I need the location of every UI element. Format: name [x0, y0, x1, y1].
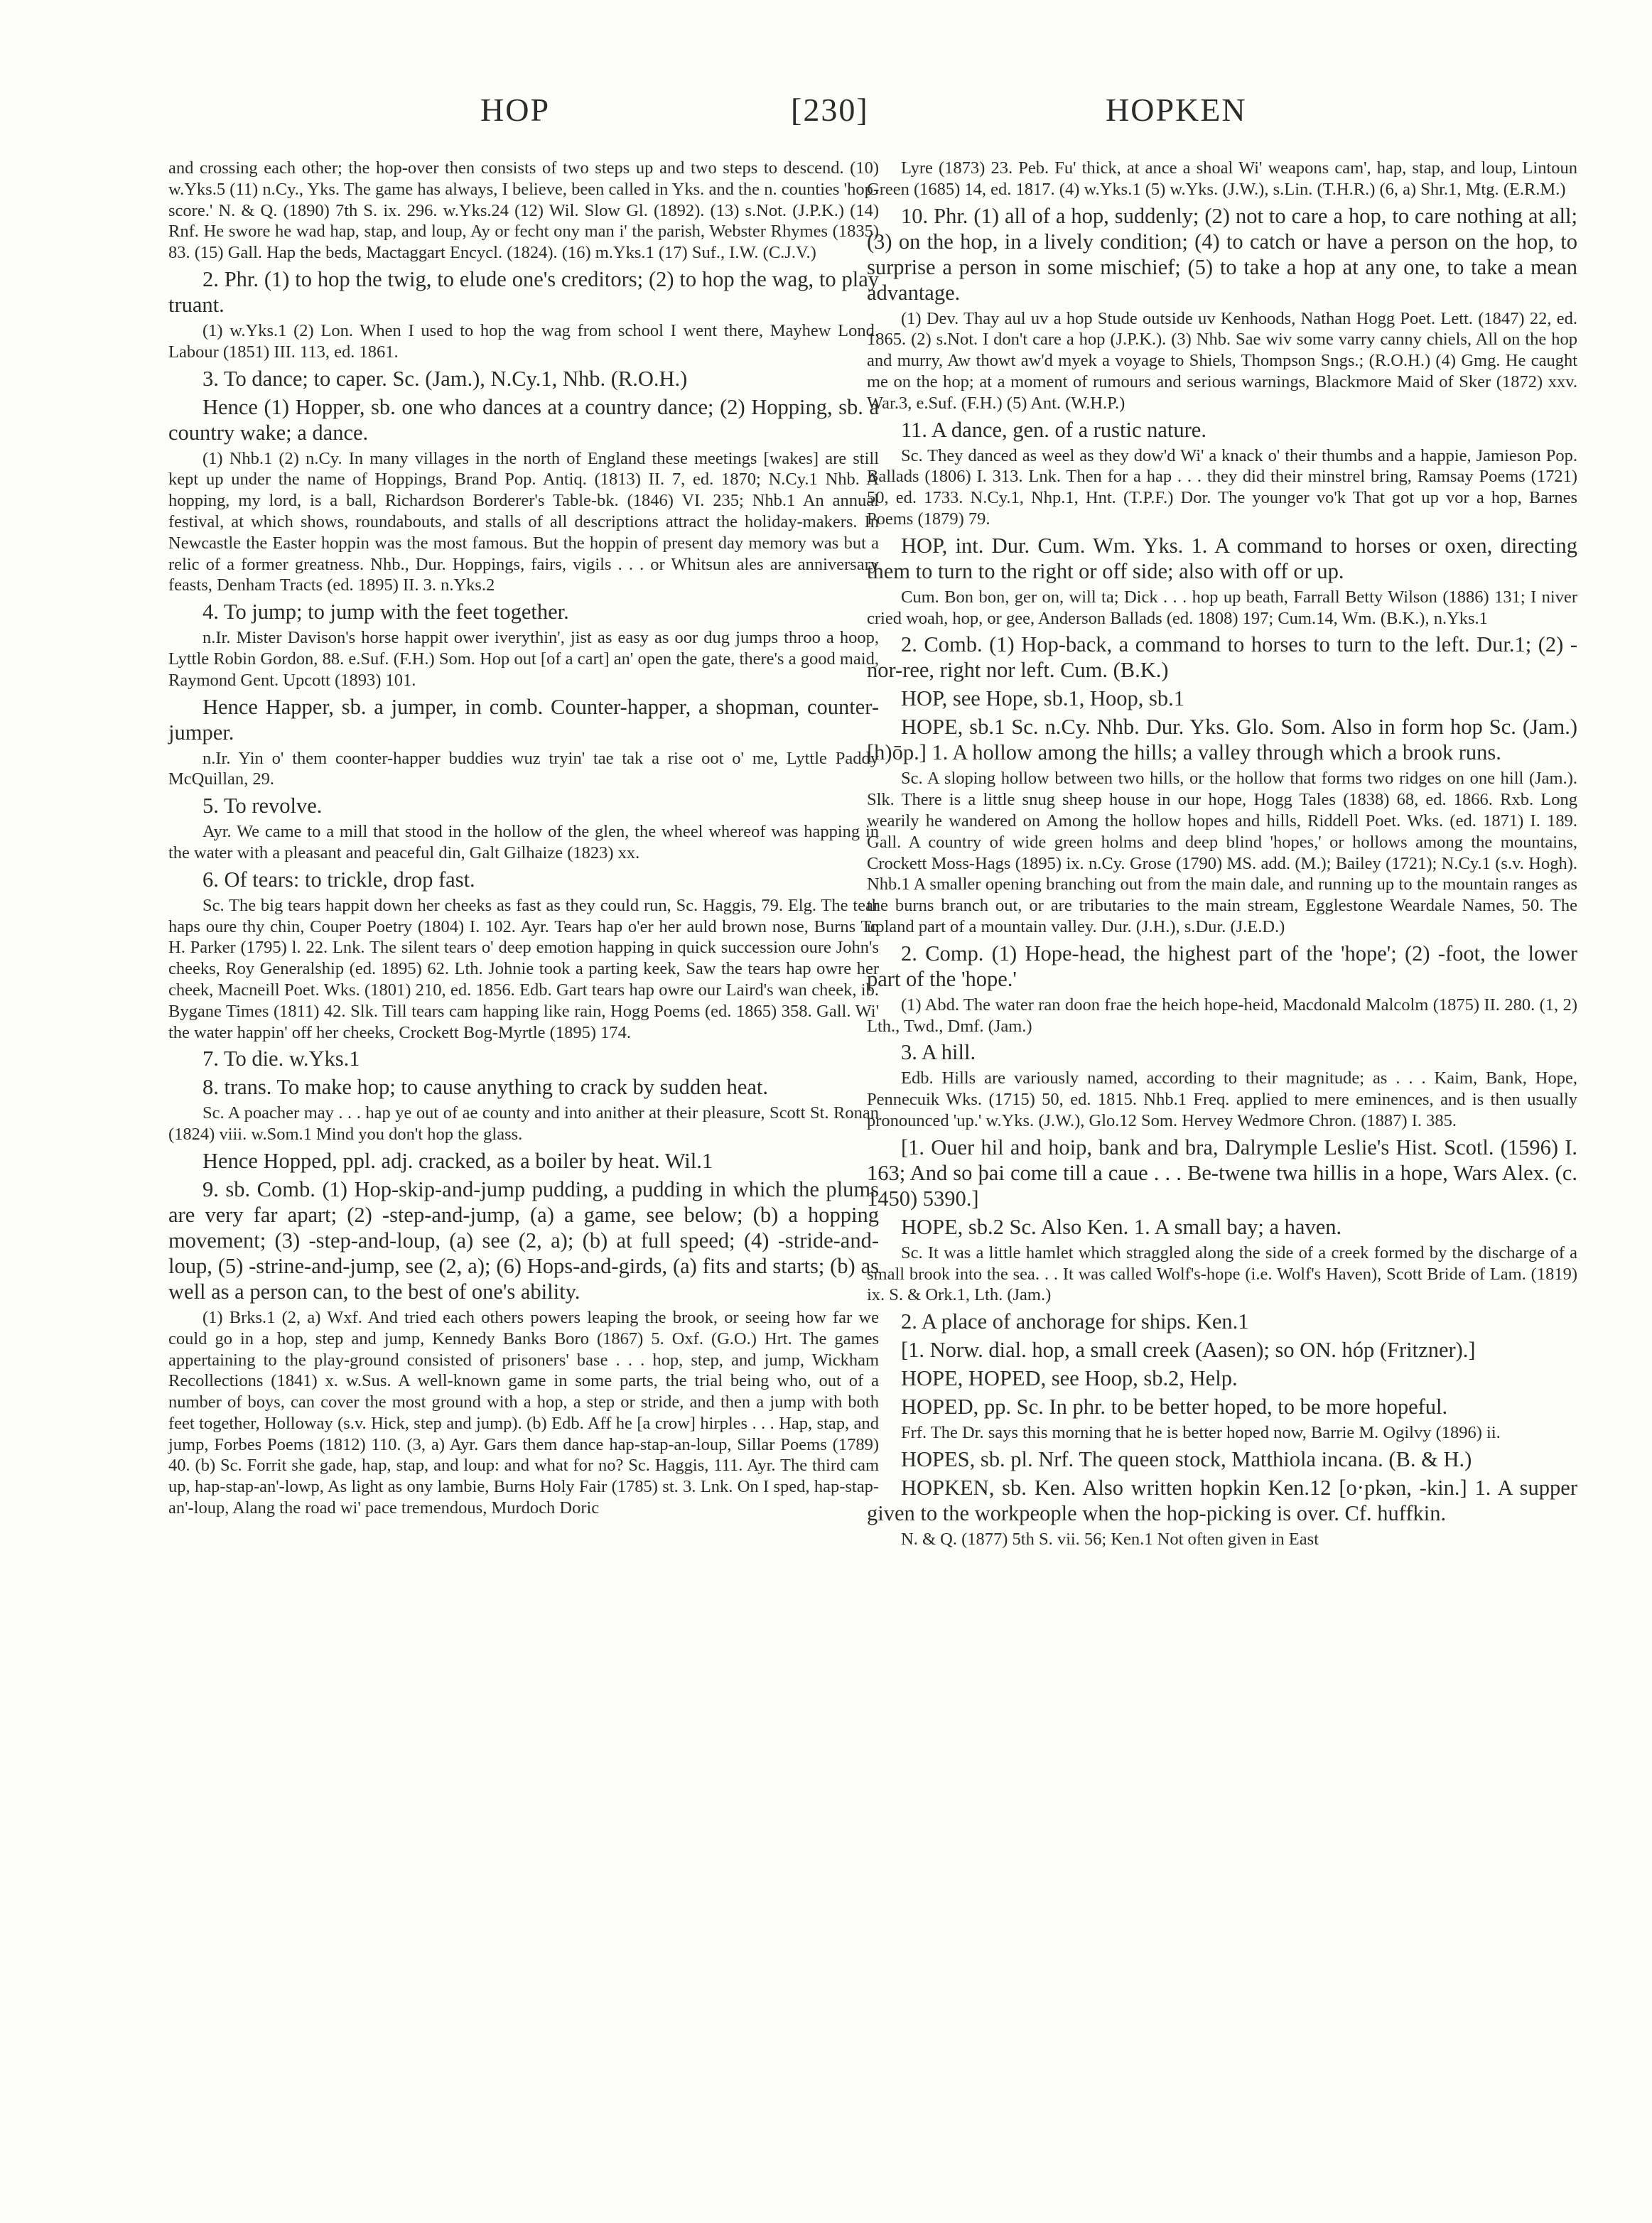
left-column	[168, 158, 879, 1522]
citation-paragraph: and crossing each other; the hop-over then consists of two steps up and two steps to descend. (10) w.Yks.5 (11) n.Cy., Yks. The game has always, I believe, been called in Yks. and the n. counties 'hop-score.' N. & Q. (1890) 7th S. ix. 296. w.Yks.24 (12) Wil. Slow Gl. (1892). (13) s.Not. (J.P.K.) (14) Rnf. He swore he wad hap, stap, and loup, Ay or fecht ony man i' the parish, Webster Rhymes (1835) 83. (15) Gall. Hap the beds, Mactaggart Encycl. (1824). (16) m.Yks.1 (17) Suf., I.W. (C.J.V.)	[168, 158, 879, 263]
citation-paragraph: Sc. A poacher may . . . hap ye out of ae county and into anither at their pleasure, Scott St. Ronan (1824) viii. w.Som.1 Mind you don't hop the glass.	[168, 1103, 879, 1145]
right-column	[867, 158, 1577, 1553]
definition-paragraph: Hence Hopped, ppl. adj. cracked, as a boiler by heat. Wil.1	[203, 1148, 713, 1173]
header-left-word: HOP	[480, 92, 551, 128]
definition-paragraph: 4. To jump; to jump with the feet together.	[203, 600, 569, 624]
definition-paragraph: HOPES, sb. pl. Nrf. The queen stock, Matthiola incana. (B. & H.)	[901, 1446, 1472, 1471]
definition-paragraph: HOPE, sb.1 Sc. n.Cy. Nhb. Dur. Yks. Glo. Som. Also in form hop Sc. (Jam.) [h)ōp.] 1. A hollow among the hills; a valley through which a brook runs.	[867, 715, 1577, 765]
citation-paragraph: n.Ir. Yin o' them coonter-happer buddies wuz tryin' tae tak a rise oot o' me, Lyttle Paddy McQuillan, 29.	[168, 748, 879, 789]
citation-paragraph: Sc. It was a little hamlet which straggled along the side of a creek formed by the discharge of a small brook into the sea. . . It was called Wolf's-hope (i.e. Wolf's Haven), Scott Bride of Lam. (1819) ix. S. & Ork.1, Lth. (Jam.)	[867, 1243, 1577, 1305]
citation-paragraph: Edb. Hills are variously named, according to their magnitude; as . . . Kaim, Bank, Hope, Pennecuik Wks. (1715) 50, ed. 1815. Nhb.1 Freq. applied to mere eminences, and is then usually pronounced 'up.' w.Yks. (J.W.), Glo.12 Som. Hervey Wedmore Chron. (1887) I. 385.	[867, 1069, 1577, 1130]
definition-paragraph: [1. Ouer hil and hoip, bank and bra, Dalrymple Leslie's Hist. Scotl. (1596) I. 163; And so þai come till a caue . . . Be-twene twa hillis in a hope, Wars Alex. (c. 1450) 5390.]	[867, 1135, 1577, 1211]
definition-paragraph: HOPED, pp. Sc. In phr. to be better hoped, to be more hopeful.	[901, 1395, 1448, 1419]
definition-paragraph: 9. sb. Comb. (1) Hop-skip-and-jump pudding, a pudding in which the plums are very far apart; (2) -step-and-jump, (a) a game, see below; (b) a hopping movement; (3) -step-and-loup, (a) see (2, a); (b) at full speed; (4) -stride-and-loup, (5) -strine-and-jump, see (2, a); (6) Hops-and-girds, (a) fits and starts; (b) as well as a person can, to the best of one's ability.	[168, 1177, 879, 1304]
citation-paragraph: Sc. A sloping hollow between two hills, or the hollow that forms two ridges on one hill (Jam.). Slk. There is a little snug sheep house in our hope, Hogg Tales (1838) 68, ed. 1866. Rxb. Long wearily he wandered on Among the hollow hopes and hills, Riddell Poet. Wks. (ed. 1871) I. 189. Gall. A country of wide green holms and deep blind 'hopes,' or hollows among the mountains, Crockett Moss-Hags (1895) ix. n.Cy. Grose (1790) MS. add. (M.); Bailey (1721); N.Cy.1 (s.v. Hogh). Nhb.1 A smaller opening branching out from the main dale, and running up to the mountain ranges as the burns branch out, or are tributaries to the main stream, Egglestone Weardale Names, 50. The upland part of a mountain valley. Dur. (J.H.), s.Dur. (J.E.D.)	[867, 769, 1577, 936]
citation-paragraph: (1) Nhb.1 (2) n.Cy. In many villages in the north of England these meetings [wakes] are still kept up under the name of Hoppings, Brand Pop. Antiq. (1813) II. 7, ed. 1870; N.Cy.1 Nhb. A hopping, my lord, is a ball, Richardson Borderer's Table-bk. (1846) VI. 235; Nhb.1 An annual festival, at which shows, roundabouts, and stalls of all descriptions attract the holiday-makers. In Newcastle the Easter hoppin was the most famous. But the hoppin of present day memory was but a relic of a former greatness. Nhb., Dur. Hoppings, fairs, vigils . . . or Whitsun ales are anniversary feasts, Denham Tracts (ed. 1895) II. 3. n.Yks.2	[168, 448, 879, 595]
citation-paragraph: (1) Dev. Thay aul uv a hop Stude outside uv Kenhoods, Nathan Hogg Poet. Lett. (1847) 22, ed. 1865. (2) s.Not. I don't care a hop (J.P.K.). (3) Nhb. Sae wiv some varry canny chiels, All on the hop and murry, Aw thowt aw'd myek a voyage to Shiels, Thompson Sngs.; (R.O.H.) (4) Gmg. He caught me on the hop; at a moment of rumours and serious warnings, Blackmore Maid of Sker (1872) xxv. War.3, e.Suf. (F.H.) (5) Ant. (W.H.P.)	[867, 308, 1577, 413]
definition-paragraph: HOPKEN, sb. Ken. Also written hopkin Ken.12 [o·pkən, -kin.] 1. A supper given to the workpeople when the hop-picking is over. Cf. huffkin.	[867, 1475, 1577, 1525]
citation-paragraph: n.Ir. Mister Davison's horse happit ower iverythin', jist as easy as oor dug jumps throo a hoop, Lyttle Robin Gordon, 88. e.Suf. (F.H.) Som. Hop out [of a cart] an' open the gate, there's a good maid, Raymond Gent. Upcott (1893) 101.	[168, 628, 879, 690]
definition-paragraph: HOPE, HOPED, see Hoop, sb.2, Help.	[901, 1366, 1238, 1391]
citation-paragraph: (1) Abd. The water ran doon frae the heich hope-heid, Macdonald Malcolm (1875) II. 280. (1, 2) Lth., Twd., Dmf. (Jam.)	[867, 995, 1577, 1036]
definition-paragraph: 7. To die. w.Yks.1	[203, 1046, 360, 1071]
citation-paragraph: Lyre (1873) 23. Peb. Fu' thick, at ance a shoal Wi' weapons cam', hap, stap, and loup, Lintoun Green (1685) 14, ed. 1817. (4) w.Yks.1 (5) w.Yks. (J.W.), s.Lin. (T.H.R.) (6, a) Shr.1, Mtg. (E.R.M.)	[867, 158, 1577, 199]
definition-paragraph: Hence (1) Hopper, sb. one who dances at a country dance; (2) Hopping, sb. a country wake; a dance.	[168, 394, 879, 445]
citation-paragraph: N. & Q. (1877) 5th S. vii. 56; Ken.1 Not often given in East	[901, 1529, 1319, 1549]
definition-paragraph: 6. Of tears: to trickle, drop fast.	[203, 867, 475, 892]
definition-paragraph: 2. A place of anchorage for ships. Ken.1	[901, 1309, 1249, 1334]
definition-paragraph: HOPE, sb.2 Sc. Also Ken. 1. A small bay; a haven.	[901, 1214, 1342, 1239]
citation-paragraph: Frf. The Dr. says this morning that he is better hoped now, Barrie M. Ogilvy (1896) ii.	[901, 1423, 1501, 1443]
running-header	[0, 91, 1652, 134]
definition-paragraph: HOP, see Hope, sb.1, Hoop, sb.1	[901, 686, 1185, 711]
definition-paragraph: HOP, int. Dur. Cum. Wm. Yks. 1. A command to horses or oxen, directing them to turn to the right or off side; also with off or up.	[867, 533, 1577, 583]
definition-paragraph: 2. Phr. (1) to hop the twig, to elude one's creditors; (2) to hop the wag, to play truant.	[168, 266, 879, 317]
citation-paragraph: Cum. Bon bon, ger on, will ta; Dick . . . hop up beath, Farrall Betty Wilson (1886) 131; I niver cried woah, hop, or gee, Anderson Ballads (ed. 1808) 197; Cum.14, Wm. (B.K.), n.Yks.1	[867, 587, 1577, 628]
definition-paragraph: 8. trans. To make hop; to cause anything to crack by sudden heat.	[203, 1075, 769, 1100]
citation-paragraph: Sc. The big tears happit down her cheeks as fast as they could run, Sc. Haggis, 79. Elg. The tear haps oure thy chin, Couper Poetry (1804) I. 102. Ayr. Tears hap o'er her auld brown nose, Burns To H. Parker (1795) l. 22. Lnk. The silent tears o' deep emotion happing in quick succession oure John's cheeks, Roy Generalship (ed. 1895) 62. Lth. Johnie took a parting keek, Saw the tears hap owre her cheek, Macneill Poet. Wks. (1801) 210, ed. 1856. Edb. Gart tears hap owre our Laird's wan cheek, ib. Bygane Times (1811) 42. Slk. Till tears cam happing like rain, Hogg Poems (ed. 1865) 358. Gall. Wi' the water happin' off her cheeks, Crockett Bog-Myrtle (1895) 174.	[168, 895, 879, 1042]
definition-paragraph: 11. A dance, gen. of a rustic nature.	[901, 417, 1206, 442]
definition-paragraph: 2. Comb. (1) Hop-back, a command to horses to turn to the left. Dur.1; (2) -nor-ree, right nor left. Cum. (B.K.)	[867, 632, 1577, 683]
citation-paragraph: Sc. They danced as weel as they dow'd Wi' a knack o' their thumbs and a happie, Jamieson Pop. Ballads (1806) I. 313. Lnk. Then for a hap . . . they did their minstrel bring, Ramsay Poems (1721) 50, ed. 1733. N.Cy.1, Nhp.1, Hnt. (T.P.F.) Dor. The younger vo'k That got up vor a hop, Barnes Poems (1879) 79.	[867, 445, 1577, 529]
citation-paragraph: (1) w.Yks.1 (2) Lon. When I used to hop the wag from school I went there, Mayhew Lond. Labour (1851) III. 113, ed. 1861.	[168, 320, 879, 362]
header-right-word: HOPKEN	[1106, 92, 1247, 128]
definition-paragraph: 10. Phr. (1) all of a hop, suddenly; (2) not to care a hop, to care nothing at all; (3) on the hop, in a lively condition; (4) to catch or have a person on the hop, to surprise a person in some mischief; (5) to take a hop at any one, to take a mean advantage.	[867, 203, 1577, 305]
definition-paragraph: Hence Happer, sb. a jumper, in comb. Counter-happer, a shopman, counter-jumper.	[168, 694, 879, 745]
citation-paragraph: Ayr. We came to a mill that stood in the hollow of the glen, the wheel whereof was happing in the water with a pleasant and peaceful din, Galt Gilhaize (1823) xx.	[168, 822, 879, 862]
definition-paragraph: [1. Norw. dial. hop, a small creek (Aasen); so ON. hóp (Fritzner).]	[901, 1338, 1476, 1363]
definition-paragraph: 2. Comp. (1) Hope-head, the highest part of the 'hope'; (2) -foot, the lower part of the 'hope.'	[867, 941, 1577, 991]
citation-paragraph: (1) Brks.1 (2, a) Wxf. And tried each others powers leaping the brook, or seeing how far we could go in a hop, step and jump, Kennedy Banks Boro (1867) 5. Oxf. (G.O.) Hrt. The games appertaining to the play-ground consisted of prisoners' base . . . hop, step, and jump, Wickham Recollections (1841) x. w.Sus. A well-known game in some parts, the trial being who, out of a number of boys, can cover the most ground with a hop, a step or stride, and then a jump with both feet together, Holloway (s.v. Hick, step and jump). (b) Edb. Aff he [a crow] hirples . . . Hap, stap, and jump, Forbes Poems (1812) 110. (3, a) Ayr. Gars them dance hap-stap-an-loup, Sillar Poems (1789) 40. (b) Sc. Forrit she gade, hap, stap, and loup: and what for no? Sc. Haggis, 111. Ayr. The third cam up, hap-stap-an'-lowp, As light as ony lambie, Burns Holy Fair (1785) st. 3. Lnk. On I sped, hap-stap-an'-loup, Alang the road wi' pace tremendous, Murdoch Doric	[168, 1307, 879, 1518]
definition-paragraph: 5. To revolve.	[203, 794, 323, 818]
page-number: [230]	[791, 92, 869, 128]
definition-paragraph: 3. A hill.	[901, 1040, 976, 1065]
definition-paragraph: 3. To dance; to caper. Sc. (Jam.), N.Cy.1, Nhb. (R.O.H.)	[203, 366, 688, 391]
